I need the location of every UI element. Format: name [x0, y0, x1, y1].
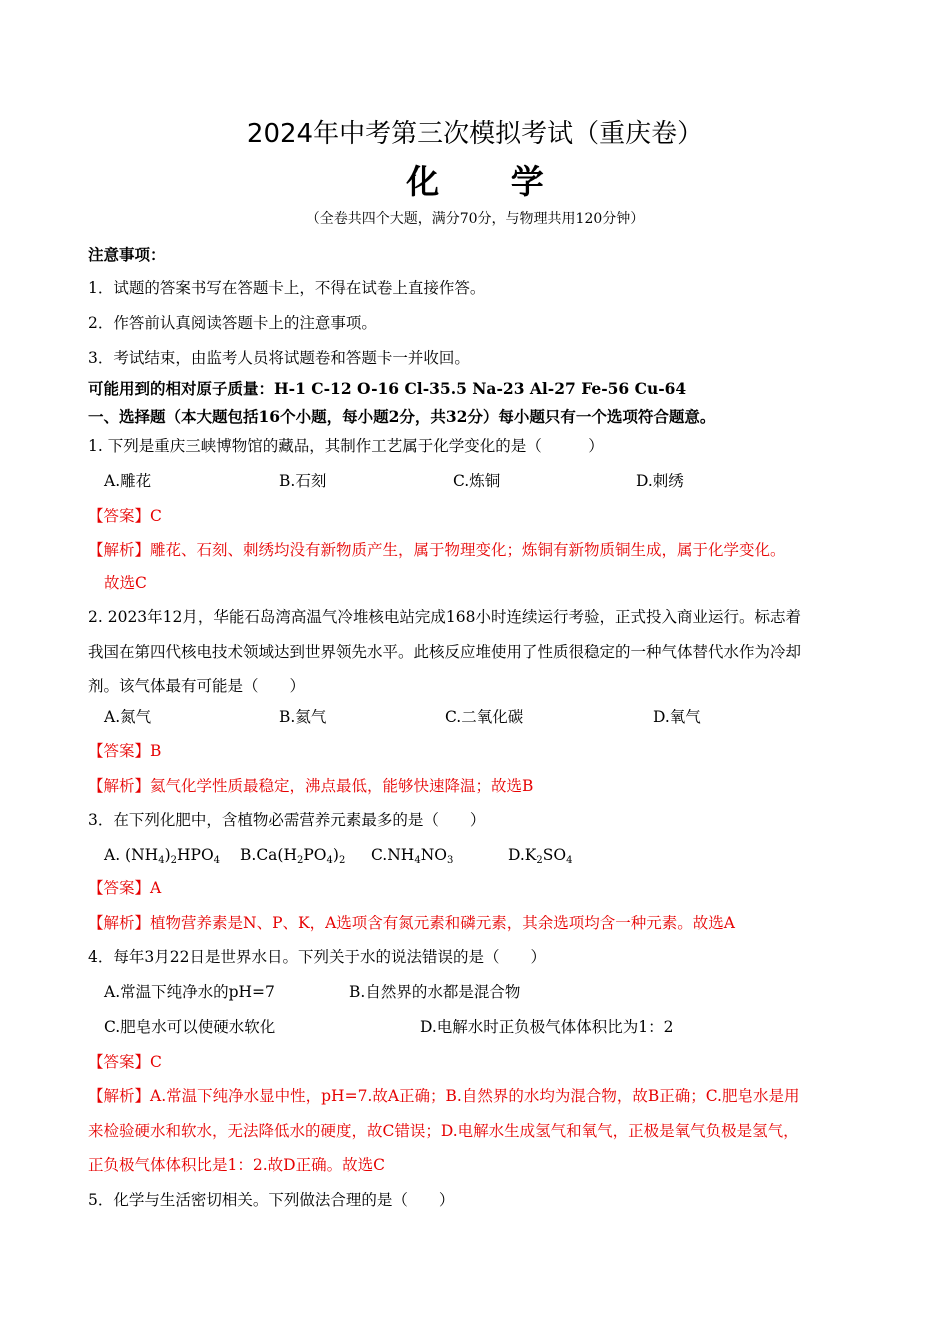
answer: 【答案】C: [88, 1053, 162, 1071]
option: D.氧气: [653, 708, 701, 726]
subject-title: 化 学: [406, 162, 574, 201]
option: A.氮气: [104, 708, 152, 726]
option: D.K2SO4: [508, 846, 573, 866]
atomic-mass-line: 可能用到的相对原子质量：H-1 C-12 O-16 Cl-35.5 Na-23 Al-27 Fe-56 Cu-64: [88, 379, 687, 398]
question-stem: 2. 2023年12月，华能石岛湾高温气冷堆核电站完成168小时连续运行考验，正式投入商业运行。标志着: [88, 608, 801, 626]
analysis-label: 【解析】: [88, 1087, 151, 1105]
analysis-text: 来检验硬水和软水，无法降低水的硬度，故C错误；D.电解水生成氢气和氧气，正极是氧气负极是氢气，: [88, 1122, 799, 1140]
option: D.电解水时正负极气体体积比为1：2: [420, 1018, 674, 1036]
analysis: [88, 539, 786, 561]
exam-title: 2024年中考第三次模拟考试（重庆卷）: [246, 119, 704, 149]
analysis-label: 【解析】: [88, 777, 151, 795]
question-stem: 5．化学与生活密切相关。下列做法合理的是（ ）: [88, 1191, 455, 1209]
option: B.Ca(H2PO4)2: [240, 846, 346, 866]
analysis-text: 正负极气体体积比是1：2.故D正确。故选C: [88, 1156, 385, 1174]
analysis-label: 【解析】: [88, 541, 151, 559]
analysis: [88, 775, 533, 797]
note-item: 3．考试结束，由监考人员将试题卷和答题卡一并收回。: [88, 349, 470, 367]
analysis-text: A.常温下纯净水显中性，pH=7.故A正确；B.自然界的水均为混合物，故B正确；C.肥皂水是用: [150, 1087, 800, 1105]
option: B.石刻: [279, 472, 327, 490]
option: C.炼铜: [453, 472, 501, 490]
note-item: 1．试题的答案书写在答题卡上，不得在试卷上直接作答。: [88, 279, 486, 297]
analysis: [88, 912, 735, 934]
option: B.自然界的水都是混合物: [349, 983, 521, 1001]
section-heading: 一、选择题（本大题包括16个小题，每小题2分，共32分）每小题只有一个选项符合题意。: [88, 407, 716, 426]
notes-heading: 注意事项：: [88, 245, 166, 264]
option: C.二氧化碳: [445, 708, 524, 726]
option: A. (NH4)2HPO4: [104, 846, 221, 866]
option: C.NH4NO3: [371, 846, 454, 866]
note-item: 2．作答前认真阅读答题卡上的注意事项。: [88, 314, 377, 332]
option: D.刺绣: [636, 472, 684, 490]
analysis-text: 雕花、石刻、刺绣均没有新物质产生，属于物理变化；炼铜有新物质铜生成，属于化学变化。: [150, 541, 786, 559]
exam-subtitle: （全卷共四个大题，满分70分，与物理共用120分钟）: [305, 211, 645, 227]
analysis-text: 故选C: [104, 574, 147, 592]
option: B.氦气: [279, 708, 327, 726]
analysis-label: 【解析】: [88, 914, 151, 932]
question-stem: 4．每年3月22日是世界水日。下列关于水的说法错误的是（ ）: [88, 948, 546, 966]
option: C.肥皂水可以使硬水软化: [104, 1018, 276, 1036]
question-stem: 1. 下列是重庆三峡博物馆的藏品，其制作工艺属于化学变化的是（ ）: [88, 437, 604, 455]
analysis-text: 氦气化学性质最稳定，沸点最低，能够快速降温；故选B: [150, 777, 534, 795]
answer: 【答案】A: [88, 879, 162, 897]
question-stem: 我国在第四代核电技术领域达到世界领先水平。此核反应堆使用了性质很稳定的一种气体替代水作为冷却: [88, 643, 802, 661]
question-stem: 3．在下列化肥中，含植物必需营养元素最多的是（ ）: [88, 811, 486, 829]
analysis-text: 植物营养素是N、P、K，A选项含有氮元素和磷元素，其余选项均含一种元素。故选A: [150, 914, 735, 932]
answer: 【答案】C: [88, 507, 162, 525]
option: A.常温下纯净水的pH=7: [104, 983, 275, 1001]
answer: 【答案】B: [88, 742, 162, 760]
analysis: [88, 1085, 800, 1107]
option: A.雕花: [104, 472, 152, 490]
question-stem: 剂。该气体最有可能是（ ）: [88, 677, 306, 695]
